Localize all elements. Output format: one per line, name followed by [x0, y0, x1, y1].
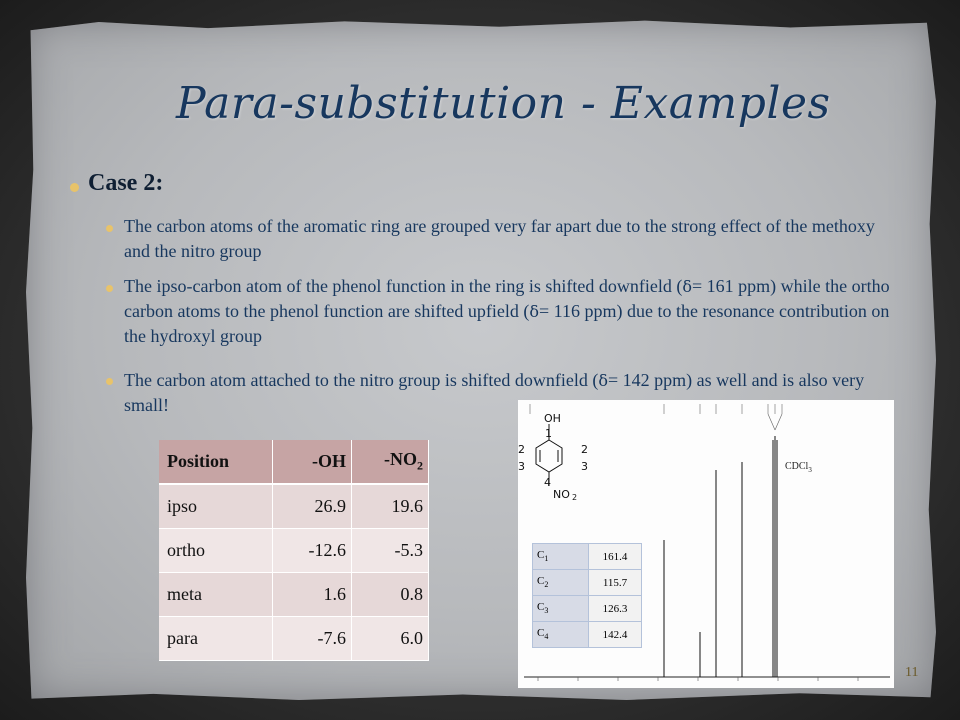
solvent-text: CDCl	[785, 461, 809, 472]
peak-pick-labels	[530, 404, 782, 430]
table-row	[159, 573, 429, 617]
structure-label-3-left: 3	[518, 460, 525, 473]
solvent-label	[785, 461, 812, 474]
header-no2	[352, 440, 429, 484]
structure-label-2-left: 2	[518, 443, 525, 456]
table-row	[159, 529, 429, 573]
structure-label-4: 4	[544, 476, 551, 489]
cell-oh: 26.9	[273, 484, 352, 529]
carbon-index: 1	[544, 554, 549, 564]
header-no2-text: -NO	[384, 449, 417, 470]
text-run: The carbon atom attached to the nitro group is shifted downfield (	[124, 370, 599, 390]
carbon-index: 3	[544, 606, 549, 616]
table-row	[533, 544, 642, 570]
header-oh: -OH	[273, 440, 352, 484]
peak-shift-value: 126.3	[589, 596, 642, 622]
text-run: = 116 ppm) due to the resonance contribution on the hydroxyl group	[124, 301, 890, 346]
substituent-shift-table	[159, 440, 429, 661]
bullet-dot	[106, 225, 113, 232]
structure-label-3-right: 3	[581, 460, 588, 473]
peak-carbon-label	[533, 622, 589, 648]
peak-shift-value: 161.4	[589, 544, 642, 570]
peak-assignment-table	[532, 543, 642, 648]
text-run: The ipso-carbon atom of the phenol function in the ring is shifted downfield (	[124, 276, 683, 296]
bullet-dot	[70, 183, 79, 192]
bullet-dot	[106, 285, 113, 292]
text-run: = 142 ppm) as well and is also very small!	[124, 370, 865, 415]
delta-symbol: δ	[598, 371, 609, 390]
spectrum-peaks	[664, 436, 777, 677]
cell-oh: 1.6	[273, 573, 352, 617]
case-heading: Case 2:	[88, 170, 164, 196]
bullet-dot	[106, 378, 113, 385]
cell-no2: -5.3	[352, 529, 429, 573]
table-header-row	[159, 440, 429, 484]
cell-position: para	[159, 617, 273, 661]
carbon-letter: C	[537, 601, 545, 614]
structure-label-no2-sub: 2	[572, 493, 578, 502]
structure-label-2-right: 2	[581, 443, 588, 456]
header-no2-sub: 2	[417, 458, 423, 473]
table-row	[533, 570, 642, 596]
carbon-letter: C	[537, 549, 545, 562]
page-number: 11	[905, 665, 919, 680]
text-run: = 161 ppm) while the ortho carbon atoms to the phenol function are shifted upfield (	[124, 276, 890, 321]
bullet-text-1: The carbon atoms of the aromatic ring are grouped very far apart due to the strong effect of the methoxy and the nitro group	[124, 216, 875, 261]
peak-carbon-label	[533, 570, 589, 596]
carbon-index: 2	[544, 580, 549, 590]
table-row	[159, 484, 429, 529]
table-row	[533, 596, 642, 622]
cell-oh: -12.6	[273, 529, 352, 573]
cell-no2: 19.6	[352, 484, 429, 529]
cell-no2: 0.8	[352, 573, 429, 617]
peak-carbon-label	[533, 544, 589, 570]
table-row	[159, 617, 429, 661]
peak-carbon-label	[533, 596, 589, 622]
cell-position: ipso	[159, 484, 273, 529]
ppm-axis-ticks	[538, 677, 858, 681]
delta-symbol: δ	[682, 277, 693, 296]
peak-shift-value: 115.7	[589, 570, 642, 596]
solvent-sub: 3	[808, 466, 812, 474]
structure-label-oh: OH	[544, 412, 561, 425]
cell-position: meta	[159, 573, 273, 617]
cell-oh: -7.6	[273, 617, 352, 661]
table-row	[533, 622, 642, 648]
header-position: Position	[159, 440, 273, 484]
bullet-text-2	[124, 274, 894, 349]
carbon-letter: C	[537, 575, 545, 588]
peak-shift-value: 142.4	[589, 622, 642, 648]
page-title: Para-substitution - Examples	[176, 78, 831, 129]
carbon-index: 4	[544, 632, 549, 642]
delta-symbol: δ	[529, 302, 540, 321]
structure-label-no2: NO	[553, 488, 570, 501]
cell-no2: 6.0	[352, 617, 429, 661]
structure-label-1: 1	[545, 427, 552, 440]
carbon-letter: C	[537, 627, 545, 640]
cell-position: ortho	[159, 529, 273, 573]
